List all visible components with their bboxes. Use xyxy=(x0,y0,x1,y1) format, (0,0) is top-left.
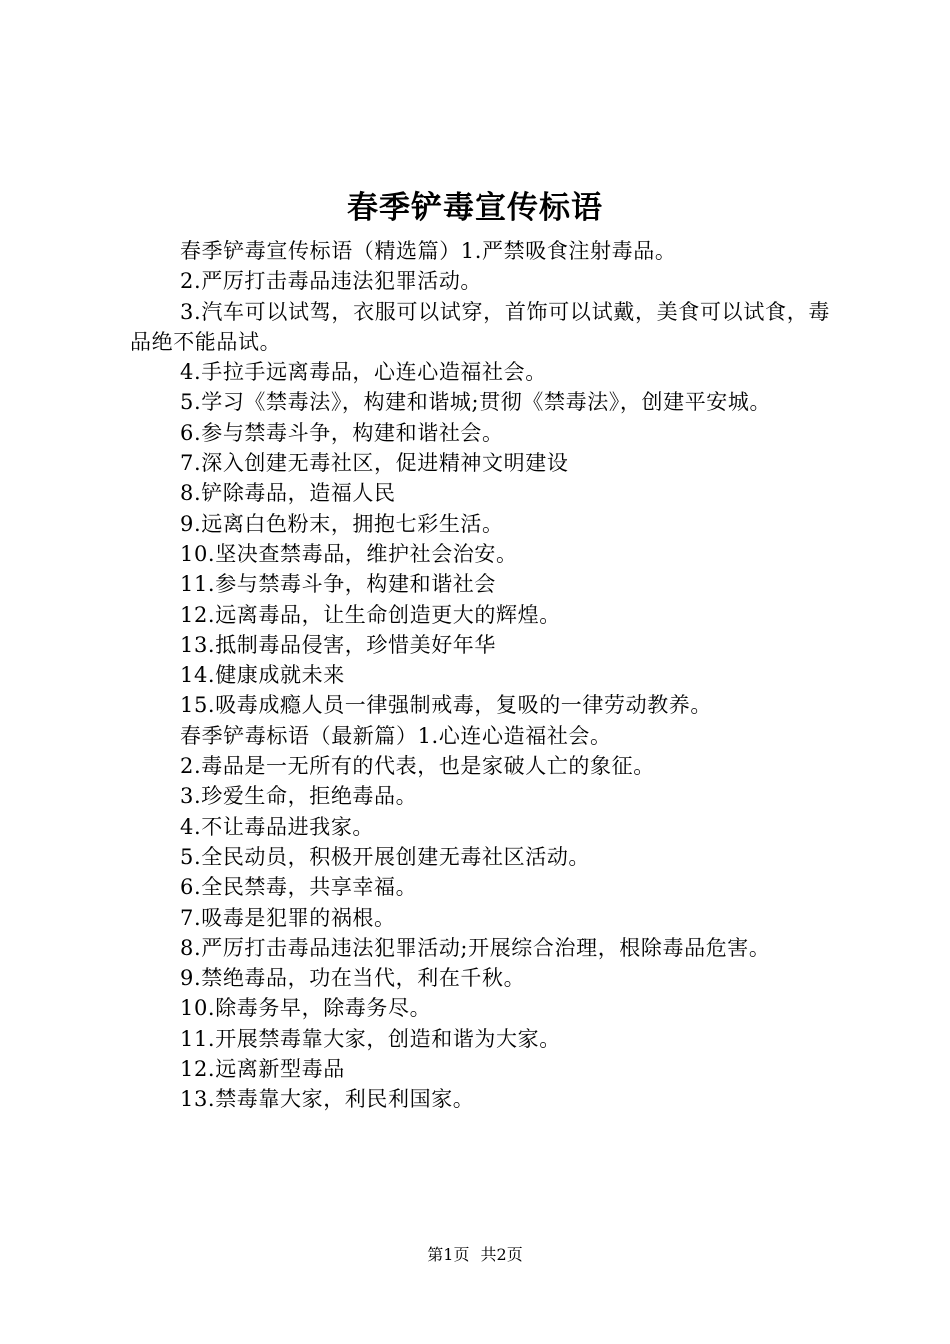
paragraph: 春季铲毒标语（最新篇）1.心连心造福社会。 xyxy=(180,723,612,748)
paragraph: 4.手拉手远离毒品，心连心造福社会。 xyxy=(180,360,547,385)
page-number-current: 第1页 xyxy=(427,1245,470,1264)
paragraph: 13.禁毒靠大家，利民利国家。 xyxy=(180,1087,475,1112)
document-body xyxy=(130,236,830,1115)
page-footer xyxy=(0,1244,950,1266)
paragraph: 12.远离毒品，让生命创造更大的辉煌。 xyxy=(180,602,561,627)
paragraph: 7.吸毒是犯罪的祸根。 xyxy=(180,905,396,930)
paragraph: 5.学习《禁毒法》，构建和谐城;贯彻《禁毒法》，创建平安城。 xyxy=(180,390,772,415)
paragraph: 春季铲毒宣传标语（精选篇）1.严禁吸食注射毒品。 xyxy=(180,239,677,263)
paragraph: 5.全民动员，积极开展创建无毒社区活动。 xyxy=(180,844,591,869)
paragraph: 12.远离新型毒品 xyxy=(180,1057,345,1082)
paragraph: 10.坚决查禁毒品，维护社会治安。 xyxy=(180,541,518,566)
paragraph: 7.深入创建无毒社区，促进精神文明建设 xyxy=(180,451,569,476)
paragraph: 3.汽车可以试驾，衣服可以试穿，首饰可以试戴，美食可以试食，毒品绝不能品试。 xyxy=(130,299,830,354)
paragraph: 11.开展禁毒靠大家，创造和谐为大家。 xyxy=(180,1026,561,1051)
paragraph: 10.除毒务早，除毒务尽。 xyxy=(180,996,432,1021)
paragraph: 14.健康成就未来 xyxy=(180,663,345,688)
document-title: 春季铲毒宣传标语 xyxy=(347,190,603,226)
paragraph: 6.全民禁毒，共享幸福。 xyxy=(180,875,418,900)
paragraph: 3.珍爱生命，拒绝毒品。 xyxy=(180,784,418,809)
paragraph: 15.吸毒成瘾人员一律强制戒毒，复吸的一律劳动教养。 xyxy=(180,693,712,718)
paragraph: 9.远离白色粉末，拥抱七彩生活。 xyxy=(180,511,504,536)
paragraph: 8.严厉打击毒品违法犯罪活动;开展综合治理，根除毒品危害。 xyxy=(180,935,771,960)
paragraph: 2.严厉打击毒品违法犯罪活动。 xyxy=(180,269,483,294)
page-number-total: 共2页 xyxy=(480,1245,523,1264)
paragraph: 2.毒品是一无所有的代表，也是家破人亡的象征。 xyxy=(180,754,655,779)
paragraph: 4.不让毒品进我家。 xyxy=(180,814,375,839)
paragraph: 8.铲除毒品，造福人民 xyxy=(180,481,396,506)
paragraph: 6.参与禁毒斗争，构建和谐社会。 xyxy=(180,420,504,445)
paragraph: 9.禁绝毒品，功在当代，利在千秋。 xyxy=(180,966,526,991)
paragraph: 13.抵制毒品侵害，珍惜美好年华 xyxy=(180,632,496,657)
paragraph: 11.参与禁毒斗争，构建和谐社会 xyxy=(180,572,496,597)
